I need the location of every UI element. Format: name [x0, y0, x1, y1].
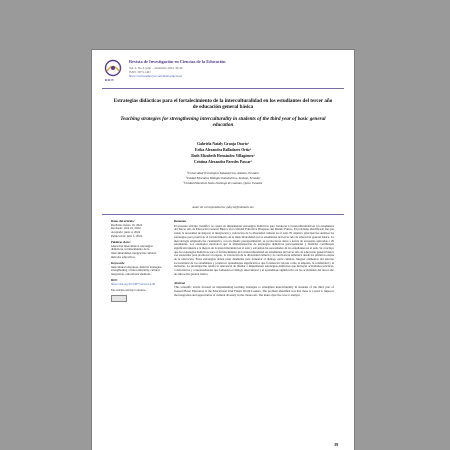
keywords: intercultural education, didactic strategies, strengthening of interculturality, cultural integration, educational methods.	[111, 264, 162, 277]
title-spanish: Estrategias didácticas para el fortalecimiento de la interculturalidad en los estudiantes del tercer año de educación general básica	[113, 98, 333, 111]
journal-name: Revista de Investigación en Ciencias de la Educación	[129, 59, 226, 64]
page-number: 39	[334, 442, 339, 447]
resumen-text: El presente artículo científico se centró en implementar estrategias didácticas para fortalecer la interculturalidad en los estudiantes del Tercer año de Educación General Básica en la Unidad Educativa Diógenes del Mundo Futuro. El problema identificado fue que existe la necesidad de mejorar la integración y valoración de la diversidad cultural en el aula. El objetivo principal fue analizar las estrategias para promover el fortalecimiento de la interculturalidad en los estudiantes del tercer año de educación general básica. La metodología empleada fue cuantitativa, con un diseño preexperimental, se recolectaron datos a través de encuestas aplicadas a 20 estudiantes. Los resultados mostraron que la implementación de estrategias didácticas personalizadas y flexibles contribuyen significativamente a la mejora de la interculturalidad en el aula y solventan las necesidades de los estudiantes en el aula. Se concluye que las estrategias didácticas para el fortalecimiento de la interculturalidad en estudiantes del tercer año de educación general básica son esenciales para promover el respeto, la valoración de la diversidad cultural y la convivencia armónica desde los primeros etapas de la educación. Estas estrategias deben estar diseñadas para fomentar el diálogo entre culturas, integrar elementos del entorno sociocultural de los estudiantes y promover aprendizajes significativos que fortalezcan valores como la empatía, la solidaridad y la inclusión. La investigación resalta la relevancia de diseñar e implementar estrategias didácticas que incluyan actividades prácticas, colaborativas y contextualizadas que fomenten el diálogo intercultural y el aprendizaje significativo en las actividades del tercer año de educación general básica.	[174, 223, 334, 276]
article-page	[92, 50, 354, 450]
correspondence: Autor de correspondencia: gaby14@hotmail.com	[192, 205, 254, 209]
cc-license-icon	[111, 295, 127, 302]
license-text: Este artículo está bajo la licencia...	[111, 289, 148, 293]
affiliation-2: ²Unidad Educativa Bilingüe Indoamérica, Ambato, Ecuador	[185, 176, 261, 180]
journal-issn: ISSN: 3073-1461	[129, 70, 151, 74]
palabras-clave-label: Palabras clave:	[111, 240, 131, 245]
resumen-label: Resumen	[174, 219, 186, 223]
keywords-label: Keywords:	[111, 261, 125, 266]
header-divider	[102, 88, 344, 89]
article-sidebar	[111, 220, 163, 302]
palabras-clave: educación intercultural, estrategias didácticas, fortalecimiento de la interculturalidad, integración cultural, métodos educativos.	[111, 243, 157, 259]
section-divider	[102, 214, 344, 215]
abstracts-column	[174, 220, 334, 297]
author-3: Ruth Elizabeth Hernández Villagómez³	[191, 154, 255, 158]
journal-header	[102, 59, 346, 87]
author-1: Gabriela Nataly Granja Osorio¹	[197, 142, 249, 146]
date-published: Publicación: julio 1, 2024	[111, 233, 142, 238]
logo-text: RICE	[105, 78, 114, 82]
doi-label: DOI:	[111, 278, 118, 283]
author-2: Erika Alexandra Balladares Ortiz²	[194, 148, 252, 152]
date-revised: Revisado: abril 22, 2024	[111, 226, 141, 231]
journal-volume: Vol. 2, No 4, julio – diciembre 2024, 39-49	[129, 66, 183, 70]
abstract-label: Abstract	[174, 280, 186, 285]
date-accepted: Aceptado: junio 4, 2024	[111, 230, 140, 235]
dates-label: Datos del artículo:	[111, 219, 135, 223]
date-received: Recibido: marzo 16, 2024	[111, 222, 143, 227]
abstract-text: This scientific article focused on implementing teaching strategies to strengthen interculturality in students of the third year of General Basic Education at the Educational Unit Future World Leaders. The problem identified was that there is a need to improve the integration and appreciation of cultural diversity in the classroom. The main objective was to analyze	[174, 285, 334, 297]
doi-link[interactable]: https://doi.org/10.53877/riced.2.4.28	[111, 282, 156, 287]
title-english: Teaching strategies for strengthening interculturality in students of the third year of basic general education	[120, 116, 326, 129]
journal-url[interactable]: https://revistasthecyst.com/index.php/riced	[129, 74, 183, 78]
author-4: Cristina Alexandra Paredes Pascar³	[194, 160, 252, 164]
affiliation-1: ¹Universidad Tecnológica Indoamérica, Ambato, Ecuador	[187, 171, 259, 175]
affiliation-3: ³Unidad Educativa Santo Domingo de Guzmán, Quito, Ecuador	[183, 181, 263, 185]
